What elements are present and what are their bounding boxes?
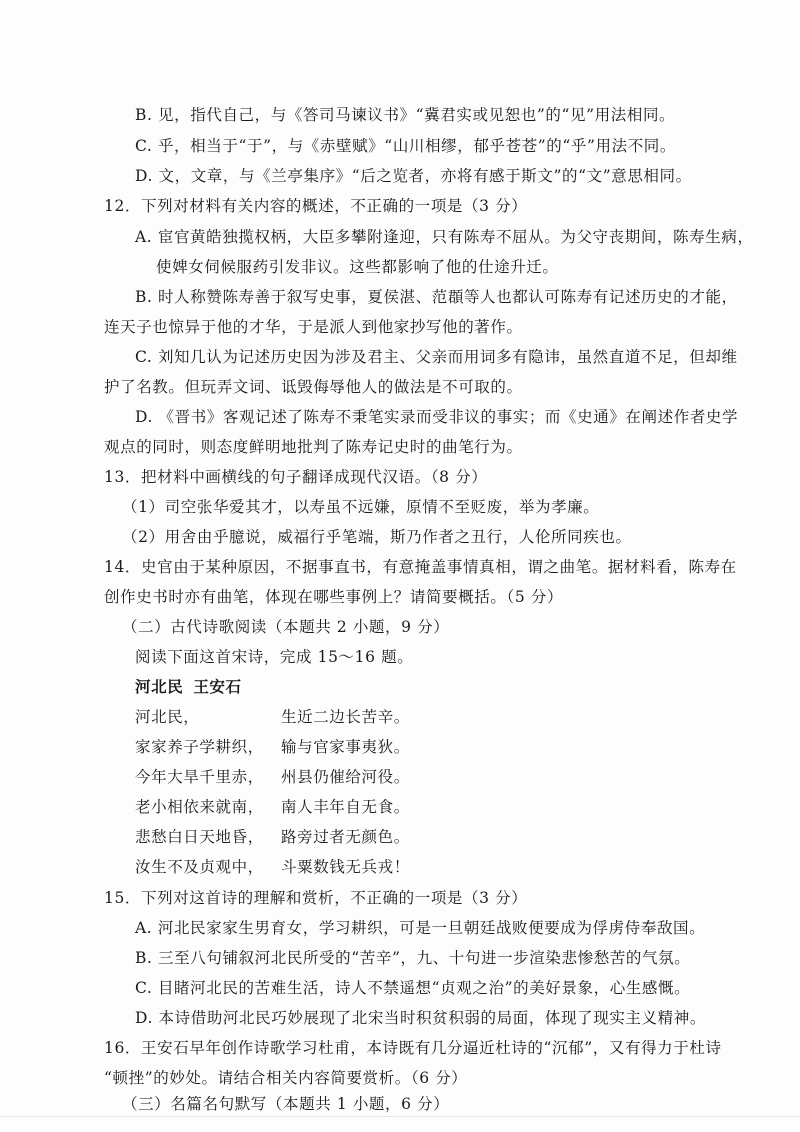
- poem-line-2-right: 输与官家事夷狄。: [281, 738, 410, 756]
- q12-option-a-line2: 使婢女伺候服药引发非议。这些都影响了他的仕途升迁。: [156, 258, 559, 276]
- poem-line-1-right: 生近二边长苦辛。: [281, 708, 410, 726]
- q15-option-c: C. 目睹河北民的苦难生活，诗人不禁遥想“贞观之治”的美好景象，心生感慨。: [135, 979, 691, 997]
- poem-author: 王安石: [193, 677, 242, 696]
- page-bottom-divider: [0, 1116, 800, 1117]
- poem-line-3-left: 今年大旱千里赤，: [135, 768, 264, 786]
- poem-line-3-right: 州县仍催给河役。: [281, 768, 410, 786]
- q11-option-d: D. 文，文章，与《兰亭集序》“后之览者，亦将有感于斯文”的“文”意思相同。: [135, 167, 692, 185]
- q15-option-a: A. 河北民家家生男育女，学习耕织，可是一旦朝廷战败便要成为俘虏侍奉敌国。: [135, 919, 706, 937]
- poem-line-3: [135, 766, 410, 788]
- q12-option-d-line1: D. 《晋书》客观记述了陈寿不秉笔实录而受非议的事实；而《史通》在阐述作者史学: [135, 408, 739, 426]
- section-2-intro: 阅读下面这首宋诗，完成 15～16 题。: [135, 648, 414, 666]
- poem-line-4-right: 南人丰年自无食。: [281, 798, 410, 816]
- poem-line-5: [135, 826, 410, 848]
- q12-option-b-line2: 连天子也惊异于他的才华，于是派人到他家抄写他的著作。: [104, 318, 523, 336]
- q12-option-d-line2: 观点的同时，则态度鲜明地批判了陈寿记史时的曲笔行为。: [104, 438, 523, 456]
- poem-line-6-left: 汝生不及贞观中，: [135, 858, 264, 876]
- poem-line-2-left: 家家养子学耕织，: [135, 738, 264, 756]
- section-2-heading: （二）古代诗歌阅读（本题共 2 小题，9 分）: [122, 618, 450, 636]
- q15-stem: 15．下列对这首诗的理解和赏析，不正确的一项是（3 分）: [104, 889, 528, 907]
- poem-line-2: [135, 736, 410, 758]
- q13-sentence-1: （1）司空张华爱其才，以寿虽不远嫌，原情不至贬废，举为孝廉。: [122, 498, 600, 516]
- poem-line-6: [135, 856, 410, 878]
- poem-title-line: [135, 676, 242, 698]
- poem-line-5-left: 悲愁白日天地昏，: [135, 828, 264, 846]
- poem-line-4: [135, 796, 410, 818]
- q12-stem: 12．下列对材料有关内容的概述，不正确的一项是（3 分）: [104, 197, 528, 215]
- q15-option-d: D. 本诗借助河北民巧妙展现了北宋当时积贫积弱的局面，体现了现实主义精神。: [135, 1009, 706, 1027]
- poem-line-1-left: 河北民，: [135, 708, 200, 726]
- q13-sentence-2: （2）用舍由乎臆说，威福行乎笔端，斯乃作者之丑行，人伦所同疾也。: [122, 528, 632, 546]
- poem-line-4-left: 老小相依来就南，: [135, 798, 264, 816]
- poem-line-6-right: 斗粟数钱无兵戎！: [281, 858, 410, 876]
- q14-stem-line2: 创作史书时亦有曲笔，体现在哪些事例上？请简要概括。（5 分）: [104, 588, 564, 606]
- q15-option-b: B. 三至八句铺叙河北民所受的“苦辛”，九、十句进一步渲染悲惨愁苦的气氛。: [135, 949, 691, 967]
- poem-line-5-right: 路旁过者无颜色。: [281, 828, 410, 846]
- q13-stem: 13．把材料中画横线的句子翻译成现代汉语。（8 分）: [104, 468, 488, 486]
- q16-stem-line2: “顿挫”的妙处。请结合相关内容简要赏析。（6 分）: [104, 1069, 468, 1087]
- q12-option-c-line2: 护了名教。但玩弄文词、诋毁侮辱他人的做法是不可取的。: [104, 378, 523, 396]
- q11-option-b: B. 见，指代自己，与《答司马谏议书》“冀君实或见恕也”的“见”用法相同。: [135, 106, 676, 124]
- q11-option-c: C. 乎，相当于“于”，与《赤壁赋》“山川相缪，郁乎苍苍”的“乎”用法不同。: [135, 137, 677, 155]
- q12-option-a-line1: A. 宦官黄皓独揽权柄，大臣多攀附逢迎，只有陈寿不屈从。为父守丧期间，陈寿生病，: [135, 228, 754, 246]
- poem-title: 河北民: [135, 677, 184, 696]
- q14-stem-line1: 14．史官由于某种原因，不据事直书，有意掩盖事情真相，谓之曲笔。据材料看，陈寿在: [104, 558, 737, 576]
- q12-option-b-line1: B. 时人称赞陈寿善于叙写史事，夏侯湛、范頵等人也都认可陈寿有记述历史的才能，: [135, 288, 738, 306]
- poem-line-1: [135, 706, 410, 728]
- q16-stem-line1: 16．王安石早年创作诗歌学习杜甫，本诗既有几分逼近杜诗的“沉郁”，又有得力于杜诗: [104, 1039, 722, 1057]
- q12-option-c-line1: C. 刘知几认为记述历史因为涉及君主、父亲而用词多有隐讳，虽然直道不足，但却维: [135, 348, 738, 366]
- section-3-heading: （三）名篇名句默写（本题共 1 小题，6 分）: [122, 1095, 450, 1113]
